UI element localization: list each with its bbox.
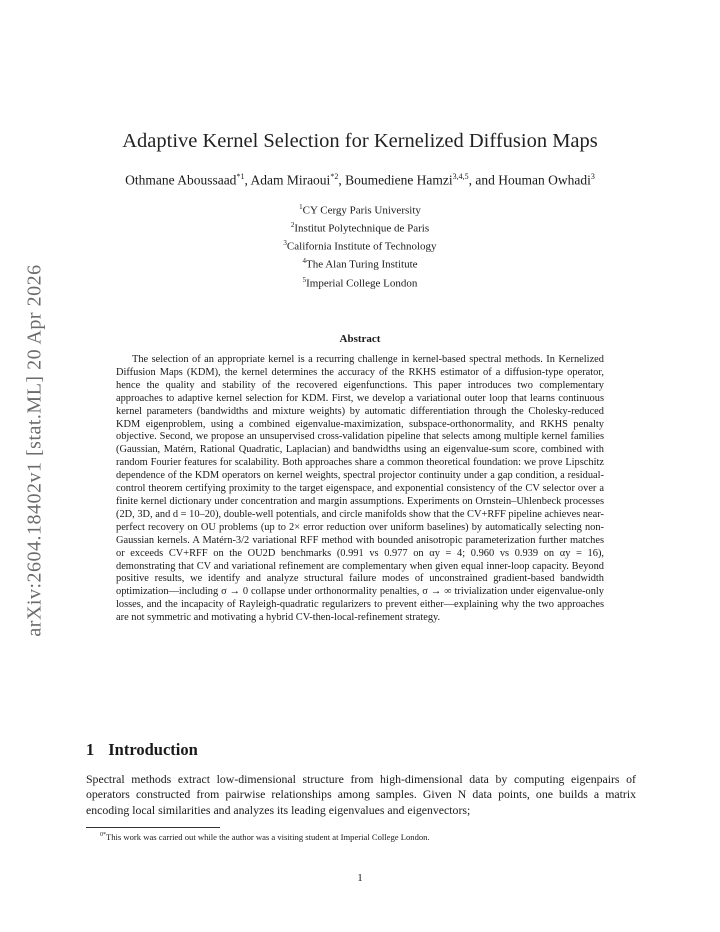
affiliation-name: CY Cergy Paris University — [302, 204, 421, 217]
abstract-heading: Abstract — [339, 333, 381, 345]
author-name: Othmane Aboussaad — [125, 172, 237, 188]
affiliation-line — [0, 200, 720, 218]
author-affiliation-mark: 3 — [590, 172, 595, 181]
affiliation-mark: 4 — [302, 257, 306, 266]
author-affiliation-mark: *1 — [236, 172, 245, 181]
affiliation-line — [0, 236, 720, 254]
affiliation-mark: 3 — [283, 239, 287, 248]
footnote-rule — [86, 827, 220, 828]
section-heading — [86, 740, 198, 760]
footnote — [100, 832, 430, 842]
footnote-mark: 0* — [100, 832, 106, 839]
section-number: 1 — [86, 740, 95, 759]
footnote-text: This work was carried out while the author was a visiting student at Imperial College London. — [106, 832, 430, 842]
affiliation-mark: 1 — [299, 203, 303, 211]
author-list — [0, 172, 720, 189]
paper-title: Adaptive Kernel Selection for Kernelized Diffusion Maps — [122, 130, 598, 152]
section-title: Introduction — [108, 740, 198, 759]
author-name: Boumediene Hamzi — [345, 172, 453, 188]
author-separator: , — [244, 172, 251, 188]
affiliation-mark: 2 — [290, 221, 295, 230]
affiliation-name: California Institute of Technology — [286, 240, 437, 253]
author-name: Adam Miraoui — [250, 172, 331, 188]
affiliation-name: Imperial College London — [306, 277, 418, 290]
author-affiliation-mark: 3,4,5 — [452, 172, 469, 181]
arxiv-identifier-text: arXiv:2604.18402v1 [stat.ML] 20 Apr 2026 — [23, 263, 46, 637]
affiliation-line — [0, 273, 720, 291]
affiliation-name: The Alan Turing Institute — [305, 259, 418, 272]
affiliation-mark: 5 — [302, 275, 307, 284]
affiliation-list — [0, 200, 720, 291]
author-name: Houman Owhadi — [498, 172, 591, 188]
author-affiliation-mark: *2 — [330, 172, 339, 181]
arxiv-identifier-stamp — [18, 250, 52, 650]
affiliation-line — [0, 218, 720, 236]
introduction-paragraph: Spectral methods extract low-dimensional structure from high-dimensional data by computing eigenpairs of operators constructed from pairwise relationships among samples. Given N data points, one builds a matrix encoding local similarities and analyzes its leading eigenvalues and eigenvectors; — [86, 772, 636, 817]
author-separator: , — [338, 172, 346, 188]
affiliation-line — [0, 254, 720, 272]
affiliation-name: Institut Polytechnique de Paris — [294, 222, 430, 235]
page-number: 1 — [357, 872, 363, 884]
abstract-body: The selection of an appropriate kernel is a recurring challenge in kernel-based spectral methods. In Kernelized Diffusion Maps (KDM), the kernel determines the accuracy of the RKHS estimator of a diffusion-type operator, hence the quality and stability of the recovered eigenfunctions. This paper introduces two complementary approaches to adaptive kernel selection for KDM. First, we develop a variational outer loop that learns continuous kernel parameters (bandwidths and mixture weights) by automatic differentiation through the Cholesky-reduced KDM eigenproblem, using a combined eigenvalue-maximization, subspace-orthonormality, and RKHS penalty objective. Second, we propose an unsupervised cross-validation pipeline that selects among multiple kernel families (Gaussian, Matérn, Rational Quadratic, Laplacian) and bandwidths using an eigenvalue-sum score, combined with random Fourier features for scalability. Both approaches share a common theoretical foundation: we prove Lipschitz dependence of the KDM operators on kernel weights, spectral projector continuity under a gap condition, a residual-control theorem certifying proximity to the target eigenspace, and exponential consistency of the CV selector over a finite kernel dictionary under concentration and margin assumptions. Experiments on Ornstein–Uhlenbeck processes (2D, 3D, and d = 10–20), double-well potentials, and circle manifolds show that the CV+RFF pipeline achieves near-perfect recovery on OU problems (up to 2× error reduction over uniform baselines) by automatically selecting non-Gaussian kernels. A Matérn-3/2 variational RFF method with bounded anisotropic parameterization further matches or exceeds CV+RFF on the OU2D benchmarks (0.991 vs 0.977 on αy = 4; 0.960 vs 0.939 on αy = 16), demonstrating that CV and variational refinement are complementary when given equal inner-loop capacity. Beyond positive results, we identify and analyze structural failure modes of unconstrained gradient-based bandwidth optimization—including σ → 0 collapse under orthonormality penalties, σ → ∞ trivialization under eigenvalue-only losses, and the incapacity of Rayleigh-quadratic regularizers to prevent either—explaining why the two approaches are not symmetric and motivating a hybrid CV-then-local-refinement strategy. — [116, 354, 604, 624]
author-separator: , and — [468, 172, 499, 188]
